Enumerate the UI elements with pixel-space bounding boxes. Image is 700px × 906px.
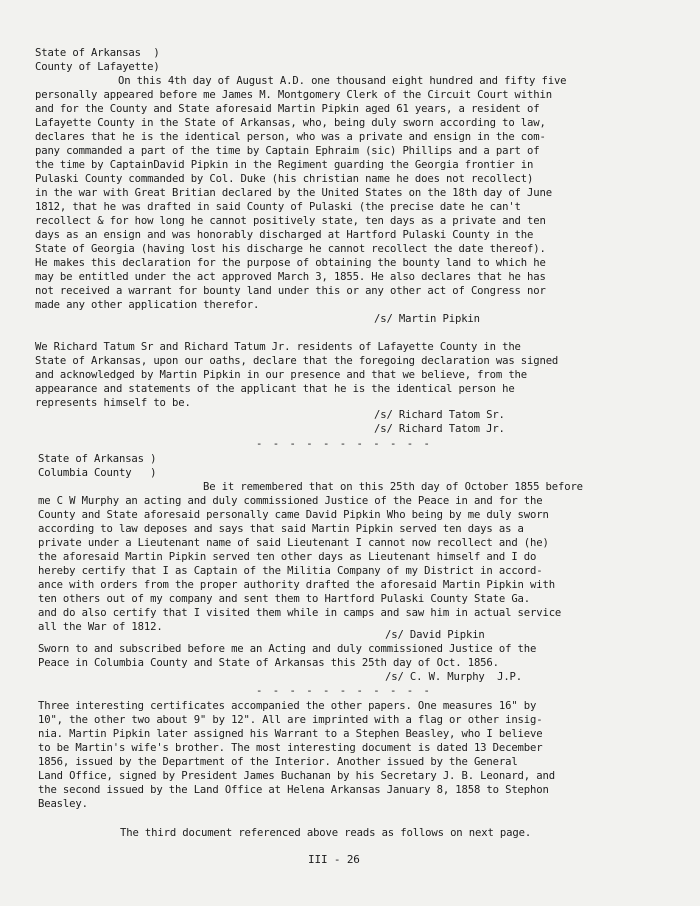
declaration-line: and for the County and State aforesaid Martin Pipkin aged 61 years, a resident of (35, 103, 540, 115)
declaration-line: declares that he is the identical person, who was a private and ensign in the com- (35, 131, 546, 143)
jurat-line: Peace in Columbia County and State of Arkansas this 25th day of Oct. 1856. (38, 657, 499, 669)
certificate-line: me C W Murphy an acting and duly commissioned Justice of the Peace in and for the (38, 495, 543, 507)
declaration-line: recollect & for how long he cannot positively state, ten days as a private and ten (35, 215, 546, 227)
witness-line: State of Arkansas, upon our oaths, declare that the foregoing declaration was signed (35, 355, 559, 367)
narrative-line: 10", the other two about 9" by 12". All are imprinted with a flag or other insig- (38, 714, 543, 726)
certificate-line: private under a Lieutenant name of said Lieutenant I cannot now recollect and (he) (38, 537, 549, 549)
narrative-line: 1856, issued by the Department of the Interior. Another issued by the General (38, 756, 518, 768)
signature-martin-pipkin: /s/ Martin Pipkin (374, 313, 480, 325)
page-number: III - 26 (308, 853, 360, 866)
certificate-line: and do also certify that I visited them while in camps and saw him in actual service (38, 607, 562, 619)
declaration-line: On this 4th day of August A.D. one thousand eight hundred and fifty five (118, 75, 567, 87)
signature-richard-tatom-sr: /s/ Richard Tatom Sr. (374, 409, 505, 421)
narrative-line: Land Office, signed by President James Buchanan by his Secretary J. B. Leonard, and (38, 770, 555, 782)
certificate-line: Be it remembered that on this 25th day of October 1855 before (203, 481, 583, 493)
narrative-line: Beasley. (38, 798, 88, 810)
narrative-line: the second issued by the Land Office at Helena Arkansas January 8, 1858 to Stephon (38, 784, 549, 796)
declaration-line: 1812, that he was drafted in said County of Pulaski (the precise date he can't (35, 201, 521, 213)
narrative-line: to be Martin's wife's brother. The most interesting document is dated 13 December (38, 742, 543, 754)
witness-line: represents himself to be. (35, 397, 191, 409)
venue-caption-line: Columbia County ) (38, 467, 157, 479)
venue-caption-line: County of Lafayette) (35, 61, 160, 73)
certificate-line: ten others out of my company and sent them to Hartford Pulaski County State Ga. (38, 593, 531, 605)
narrative-line: nia. Martin Pipkin later assigned his Warrant to a Stephen Beasley, who I believe (38, 728, 543, 740)
declaration-line: personally appeared before me James M. Montgomery Clerk of the Circuit Court within (35, 89, 552, 101)
declaration-line: the time by CaptainDavid Pipkin in the Regiment guarding the Georgia frontier in (35, 159, 534, 171)
narrative-line: Three interesting certificates accompanied the other papers. One measures 16" by (38, 700, 537, 712)
declaration-line: in the war with Great Britian declared by the United States on the 18th day of June (35, 187, 552, 199)
declaration-line: State of Georgia (having lost his discharge he cannot recollect the date thereof). (35, 243, 546, 255)
section-divider: - - - - - - - - - - - (256, 685, 432, 697)
certificate-line: hereby certify that I as Captain of the Militia Company of my District in accord- (38, 565, 543, 577)
witness-line: and acknowledged by Martin Pipkin in our presence and that we believe, from the (35, 369, 528, 381)
closing-note: The third document referenced above reads as follows on next page. (120, 827, 532, 839)
certificate-line: ance with orders from the proper authority drafted the aforesaid Martin Pipkin with (38, 579, 555, 591)
venue-caption-line: State of Arkansas ) (35, 47, 160, 59)
certificate-line: the aforesaid Martin Pipkin served ten other days as Lieutenant himself and I do (38, 551, 537, 563)
witness-line: We Richard Tatum Sr and Richard Tatum Jr. residents of Lafayette County in the (35, 341, 521, 353)
declaration-line: made any other application therefor. (35, 299, 260, 311)
declaration-line: Pulaski County commanded by Col. Duke (his christian name he does not recollect) (35, 173, 534, 185)
declaration-line: He makes this declaration for the purpose of obtaining the bounty land to which he (35, 257, 546, 269)
declaration-line: pany commanded a part of the time by Captain Ephraim (sic) Phillips and a part of (35, 145, 540, 157)
venue-caption-line: State of Arkansas ) (38, 453, 157, 465)
jurat-line: Sworn to and subscribed before me an Acting and duly commissioned Justice of the (38, 643, 537, 655)
signature-richard-tatom-jr: /s/ Richard Tatom Jr. (374, 423, 505, 435)
certificate-line: according to law deposes and says that said Martin Pipkin served ten days as a (38, 523, 524, 535)
declaration-line: may be entitled under the act approved March 3, 1855. He also declares that he has (35, 271, 546, 283)
signature-cw-murphy: /s/ C. W. Murphy J.P. (385, 671, 523, 683)
declaration-line: days as an ensign and was honorably discharged at Hartford Pulaski County in the (35, 229, 534, 241)
signature-david-pipkin: /s/ David Pipkin (385, 629, 485, 641)
section-divider: - - - - - - - - - - - (256, 438, 432, 450)
declaration-line: not received a warrant for bounty land under this or any other act of Congress nor (35, 285, 546, 297)
declaration-line: Lafayette County in the State of Arkansas, who, being duly sworn according to law, (35, 117, 546, 129)
certificate-line: County and State aforesaid personally came David Pipkin Who being by me duly sworn (38, 509, 549, 521)
certificate-line: all the War of 1812. (38, 621, 163, 633)
witness-line: appearance and statements of the applicant that he is the identical person he (35, 383, 515, 395)
